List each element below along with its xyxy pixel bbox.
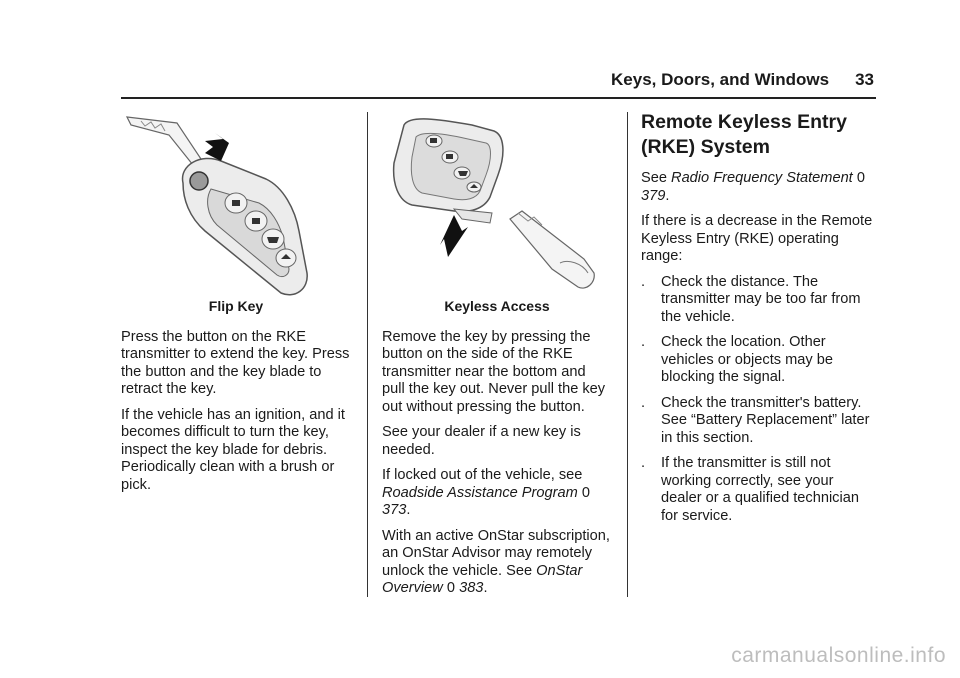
page-reference[interactable]: 383 [459, 580, 484, 596]
column-divider-right [627, 112, 628, 597]
cross-reference-link[interactable]: OnStar Overview [382, 562, 583, 596]
paragraph-text: With an active OnStar subscription, an OnStar Advisor may remotely unlock the vehicle. See [382, 527, 610, 579]
pointer-arrow-icon [440, 215, 468, 257]
cross-reference-link[interactable]: Roadside Assistance Program [382, 484, 578, 501]
section-heading: Remote Keyless Entry (RKE) System [641, 111, 847, 158]
bullet-icon: . [641, 455, 646, 471]
bullet-list [641, 274, 876, 526]
middle-column [382, 113, 612, 606]
list-item [641, 395, 876, 448]
list-item [641, 455, 876, 525]
unlock-icon [446, 154, 453, 159]
page-number: 33 [855, 70, 874, 89]
page-reference[interactable]: 373 [382, 502, 407, 518]
keyless-access-illustration [382, 113, 612, 298]
paragraph-text: If locked out of the vehicle, see [382, 467, 583, 483]
left-column [121, 113, 351, 502]
column-divider-left [367, 112, 368, 597]
pointer-arrow-icon [205, 133, 229, 161]
paragraph: Remove the key by pressing the button on the side of the RKE transmitter near the bottom and pull the key out. Never pull the key out without pressing the button. [382, 328, 606, 415]
list-item-text: If the transmitter is still not working correctly, see your dealer or a qualified technician for service. [661, 455, 859, 524]
list-item-text: Check the transmitter's battery. See “Battery Replacement” later in this section. [661, 394, 870, 446]
lock-icon [430, 138, 437, 143]
paragraph: If there is a decrease in the Remote Keyless Entry (RKE) operating range: [641, 213, 873, 264]
paragraph: See Radio Frequency Statement 0 379. [641, 170, 865, 204]
list-item-text: Check the distance. The transmitter may be too far from the vehicle. [661, 273, 861, 325]
list-item [641, 334, 876, 387]
page-ref-icon: 0 [856, 170, 865, 186]
paragraph: With an active OnStar subscription, an OnStar Advisor may remotely unlock the vehicle. See OnStar Overview 0 383. [382, 527, 610, 596]
header-rule [121, 97, 876, 99]
keyless-fob [394, 119, 503, 223]
trunk-icon [267, 237, 279, 243]
figure-caption: Flip Key [208, 298, 264, 314]
flip-key-illustration [121, 113, 351, 298]
running-header [520, 70, 874, 90]
lock-icon [232, 200, 240, 206]
bullet-icon: . [641, 394, 646, 411]
list-item-text: Check the location. Other vehicles or objects may be blocking the signal. [661, 334, 833, 385]
list-item [641, 274, 876, 327]
unlock-icon [252, 218, 260, 224]
paragraph: If locked out of the vehicle, see Roadside Assistance Program 0 373. [382, 467, 590, 518]
release-button [190, 172, 208, 190]
paragraph: See your dealer if a new key is needed. [382, 424, 581, 458]
page-ref-icon: 0 [581, 484, 590, 501]
paragraph: Press the button on the RKE transmitter to extend the key. Press the button and the key blade to retract the key. [121, 328, 350, 397]
page-reference[interactable]: 379 [641, 187, 666, 204]
flip-key-fob [183, 158, 308, 294]
figure-caption: Keyless Access [444, 298, 550, 314]
page-ref-icon: 0 [446, 580, 456, 596]
watermark: carmanualsonline.info [731, 644, 946, 667]
right-column [641, 110, 876, 533]
paragraph: If the vehicle has an ignition, and it becomes difficult to turn the key, inspect the key blade for debris. Periodically clean with a brush or pick. [121, 406, 345, 493]
bullet-icon: . [641, 273, 646, 290]
key-blade [510, 211, 594, 288]
cross-reference-link[interactable]: Radio Frequency Statement [671, 170, 853, 186]
see-label: See [641, 170, 667, 186]
bullet-icon: . [641, 334, 646, 350]
section-title: Keys, Doors, and Windows [611, 70, 830, 89]
